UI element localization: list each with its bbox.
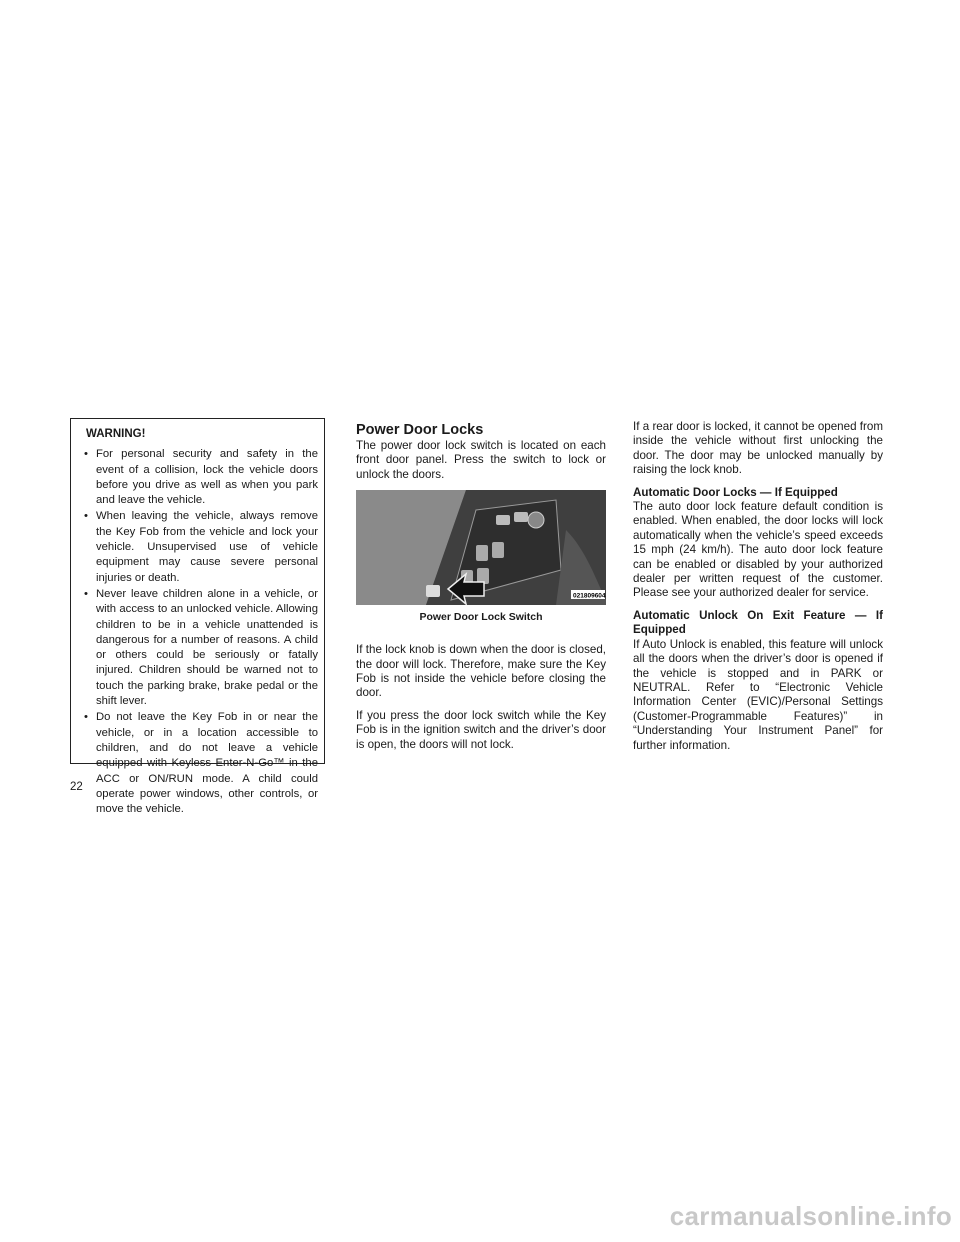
door-panel-illustration <box>356 490 606 605</box>
warning-title: WARNING! <box>86 428 146 440</box>
auto-locks-heading: Automatic Door Locks — If Equipped <box>633 485 838 499</box>
column-three <box>633 420 883 761</box>
watermark: carmanualsonline.info <box>669 1201 952 1231</box>
auto-locks-body: The auto door lock feature default condition is enabled. When enabled, the door locks will lock automatically when the vehicle’s speed exceeds 15 mph (24 km/h). The auto door lock feature can be enabled or disabled by your authorized dealer per written request of the customer. Please see your authorized dealer for service. <box>633 500 883 600</box>
warning-item <box>83 710 318 817</box>
rear-door-paragraph: If a rear door is locked, it cannot be opened from inside the vehicle without first unlocking the door. The door may be unlocked manually by raising the lock knob. <box>633 420 883 477</box>
warning-item-text: When leaving the vehicle, always remove the Key Fob from the vehicle and lock your vehicle. Unsupervised use of vehicle equipment may cause severe personal injuries or death. <box>96 510 318 584</box>
page-number: 22 <box>70 781 83 793</box>
bullet-icon: • <box>84 448 88 461</box>
power-door-locks-section <box>356 422 606 760</box>
section-title: Power Door Locks <box>356 422 484 438</box>
paragraph: If you press the door lock switch while the Key Fob is in the ignition switch and the driver’s door is open, the doors will not lock. <box>356 708 606 751</box>
warning-item <box>83 509 318 585</box>
door-lock-figure <box>356 490 606 635</box>
auto-unlock-body: If Auto Unlock is enabled, this feature will unlock all the doors when the driver’s door is opened if the vehicle is stopped and in PARK or NEUTRAL. Refer to “Electronic Vehicle Information Center (EVIC)/Personal Settings (Customer-Programmable Features)” in “Understanding Your Instrument Panel” for further information. <box>633 637 883 752</box>
bullet-icon: • <box>84 510 88 523</box>
intro-paragraph: The power door lock switch is located on each front door panel. Press the switch to lock or unlock the doors. <box>356 439 606 481</box>
warning-item <box>83 447 318 508</box>
figure-code: 021809604 <box>573 592 606 600</box>
warning-item-text: Do not leave the Key Fob in or near the vehicle, or in a location accessible to children, and do not leave a vehicle equipped with Keyless Enter-N-Go™ in the ACC or ON/RUN mode. A child could operate power windows, other controls, or move the vehicle. <box>96 711 318 816</box>
figure-caption: Power Door Lock Switch <box>419 611 543 624</box>
bullet-icon: • <box>84 587 88 600</box>
warning-item-text: Never leave children alone in a vehicle, or with access to an unlocked vehicle. Allowing children to be in a vehicle unattended is dangerous for a number of reasons. A child or others could be seriously or fatally injured. Children should be warned not to touch the parking brake, brake pedal or the shift lever. <box>96 587 318 708</box>
warning-item-text: For personal security and safety in the event of a collision, lock the vehicle doors before you drive as well as when you park and leave the vehicle. <box>96 448 318 507</box>
warning-item <box>83 587 318 709</box>
paragraph: If the lock knob is down when the door is closed, the door will lock. Therefore, make sure the Key Fob is not inside the vehicle before closing the door. <box>356 643 606 700</box>
auto-unlock-heading: Automatic Unlock On Exit Feature — If Equipped <box>633 608 883 637</box>
bullet-icon: • <box>84 711 88 724</box>
door-lock-switch-photo <box>356 490 606 605</box>
